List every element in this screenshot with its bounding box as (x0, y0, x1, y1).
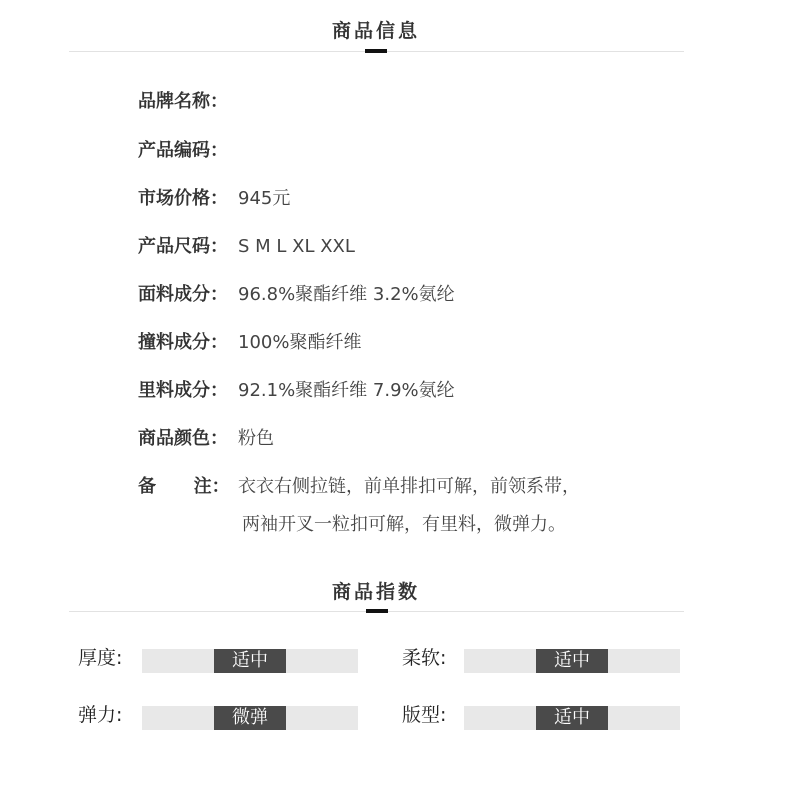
info-row-lining (138, 379, 455, 403)
info-row-color (138, 427, 274, 451)
metric-label: 弹力: (78, 704, 123, 726)
note-label: 备 注： (138, 476, 230, 497)
metric-indicator: 适中 (536, 706, 608, 730)
product-index-title-underline (366, 609, 388, 613)
info-value: S M L XL XXL (238, 236, 355, 257)
info-label: 市场价格： (138, 188, 228, 209)
note-line-2: 两袖开叉一粒扣可解，有里料，微弹力。 (242, 514, 566, 535)
metric-thickness (78, 645, 360, 671)
info-label: 撞料成分： (138, 332, 228, 353)
info-value: 100%聚酯纤维 (238, 332, 362, 353)
product-info-title: 商品信息 (331, 20, 420, 42)
metric-indicator: 适中 (536, 649, 608, 673)
info-row-contrast-fabric (138, 331, 361, 355)
metric-scale-bar (142, 706, 358, 730)
metric-fit (402, 702, 684, 728)
info-row-brand (138, 90, 238, 114)
metric-label: 版型: (402, 704, 447, 726)
info-label: 产品编码： (138, 140, 228, 161)
info-label: 品牌名称： (138, 91, 228, 112)
info-value: 96.8%聚酯纤维 3.2%氨纶 (238, 284, 455, 305)
info-value: 92.1%聚酯纤维 7.9%氨纶 (238, 380, 455, 401)
product-info-title-underline (365, 49, 387, 53)
metric-scale-bar (464, 706, 680, 730)
metric-label: 柔软: (402, 647, 447, 669)
metric-elasticity (78, 702, 360, 728)
info-row-code (138, 139, 238, 163)
info-label: 商品颜色： (138, 428, 228, 449)
metric-label: 厚度: (78, 647, 123, 669)
note-line-1: 衣衣右侧拉链，前单排扣可解，前领系带， (238, 476, 580, 497)
metric-indicator: 微弹 (214, 706, 286, 730)
info-label: 里料成分： (138, 380, 228, 401)
info-row-note (138, 475, 658, 539)
metric-softness (402, 645, 684, 671)
info-value: 粉色 (238, 428, 274, 449)
info-label: 产品尺码： (138, 236, 228, 257)
metric-scale-bar (464, 649, 680, 673)
info-value: 945元 (238, 188, 291, 209)
metric-indicator: 适中 (214, 649, 286, 673)
info-row-price (138, 187, 290, 211)
info-label: 面料成分： (138, 284, 228, 305)
info-row-fabric (138, 283, 455, 307)
metric-scale-bar (142, 649, 358, 673)
product-index-title: 商品指数 (331, 581, 420, 603)
info-row-size (138, 235, 355, 259)
